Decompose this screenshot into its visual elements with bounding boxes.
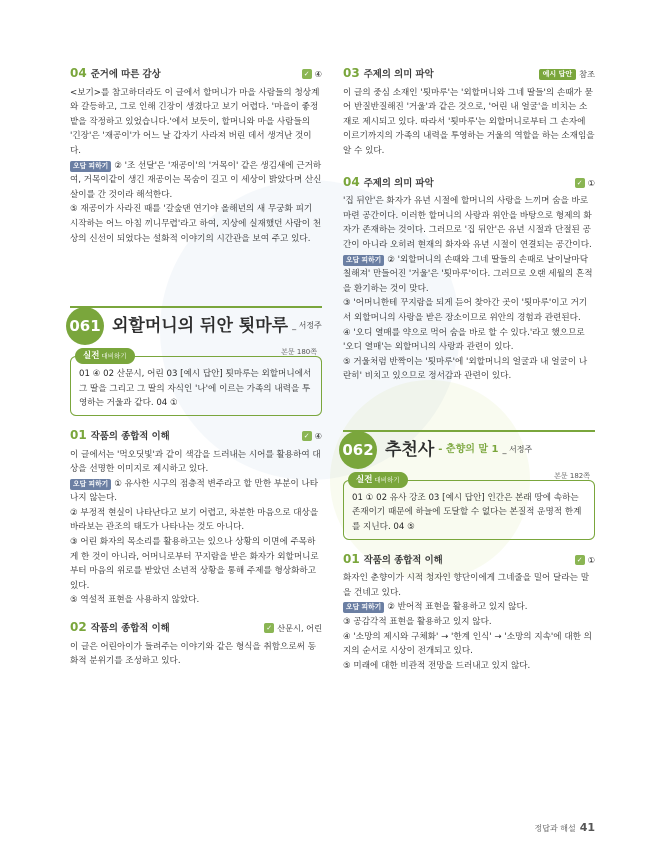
question-title: 준거에 따른 감상 [90,69,161,80]
explanation-text: 이 글의 중심 소재인 '툇마루'는 '외할머니와 그네 딸들'의 손때가 묻어 반질반질해진 '거울'과 같은 것으로, '어린 내 얼굴'을 비치는 소재로 제시되고 있다. 따라서 '툇마루'는 외할머니로부터 그 손자에 이르기까지의 가족의 내력을 투영하는 거울의 역할을 하는 소재임을 알 수 있다. [343,87,595,156]
page-reference: 본문 182쪽 [554,471,590,480]
explanation-item: ② 부정적 현실이 나타난다고 보기 어렵고, 차분한 마음으로 대상을 바라보는 관조의 태도가 나타나는 것도 아니다. [70,507,319,533]
question-title: 주제의 의미 파악 [363,69,434,80]
work-number: 062 [339,431,377,469]
answer-summary-text: 01 ④ 02 산문시, 어린 03 [예시 답안] 툇마루는 외할머니에서 그 딸을 그리고 그 딸의 자식인 '나'에 이르는 가족의 내력을 투영하는 거울과 같다. 04 ① [79,369,312,409]
answer-value: ① [587,177,595,188]
check-icon: ✓ [302,69,312,79]
answer-mark [539,67,595,82]
question-number: 04 [343,174,360,189]
question-title: 작품의 종합적 이해 [363,554,443,566]
wrong-answer-badge: 오답 피하기 [70,161,111,172]
answer-summary-text: 01 ① 02 유사 강조 03 [예시 답안] 인간은 본래 땅에 속하는 존재이기 때문에 하늘에 도달할 수 없다는 본질적 운명적 한계를 지닌다. 04 ⑤ [352,492,582,533]
explanation-item: ④ '소망의 제시와 구체화' → '한계 인식' → '소망의 지속'에 대한 의지의 순서로 시상이 전개되고 있다. [343,631,592,657]
explanation-text: <보기>를 참고하더라도 이 글에서 할머니가 마을 사람들의 청상계와 갈등하고, 그로 인해 긴장이 생겼다고 보기 어렵다. '마을이 좋정밭을 작정하고 있었습니다.'에서 보듯이, 할머니와 마을 사람들의 '긴장'은 '재공이'가 어느 날 갑자기 사라져 버린 데서 생겨난 것이다. [70,87,320,156]
work-subtitle: - 춘향의 말 1 [438,443,499,455]
question-header [70,620,322,637]
work-number: 061 [66,307,104,345]
explanation-item: ④ '오디 열매를 약으로 먹어 숨을 바로 할 수 있다.'라고 했으므로 '오디 열매'는 외할머니의 사랑과 관련이 있다. [343,327,585,353]
explanation-item: ⑤ 미래에 대한 비관적 전망을 드러내고 있지 않다. [343,660,531,671]
left-column [70,66,322,669]
explanation-item: ③ 어린 화자의 목소리를 활용하고는 있으나 상황의 이면에 주목하게 한 것이 아니라, 어머니로부터 꾸지람을 받은 화자가 외할머니로부터 마음의 위로를 받았던 소년적 상황을 통해 주제를 형상화하고 있다. [70,537,319,591]
question-header [343,552,595,569]
answer-value: 산문시, 어린 [277,623,322,634]
page-number: 41 [579,821,595,834]
answer-value: ① [587,554,595,565]
answer-summary-header: 실전 대비하기 [75,348,135,364]
work-author: _ 서정주 [292,320,322,330]
explanation-text: ② '조 선달'은 '재공이'의 '거목이' 같은 생김새에 근거하여, 거목이같이 생긴 재공이는 목숨이 길고 이 세상이 밝았다며 산신살이를 간 것이라 해석한다. [70,160,322,200]
question-number: 01 [70,427,87,442]
work-title-bar [343,430,595,468]
question-title: 작품의 종합적 이해 [90,430,170,442]
explanation-text: ② 반어적 표현을 활용하고 있지 않다. [387,602,528,613]
answer-summary-box [343,471,595,540]
wrong-answer-badge: 오답 피하기 [343,602,384,613]
explanation-text: ② '외할머니의 손때와 그네 딸들의 손때로 날이날마닥 칠해져' 만들어진 '거울'은 '툇마루'이다. 그러므로 오랜 세월의 흔적을 환기하는 것이 맞다. [343,254,593,294]
explanation-text: 이 글은 어린아이가 들려주는 이야기와 같은 형식을 취함으로써 동화적 분위기를 조성하고 있다. [70,641,316,667]
answer-mark [575,176,595,191]
example-answer-tag: 예시 답안 [539,69,577,80]
explanation-text: '집 뒤안'은 화자가 유년 시절에 할머니의 사랑을 느끼며 숨을 바로 마련 공간이다. 이러한 할머니의 사랑과 위안을 바탕으로 형제의 화자가 존재하는 것이다. 그러므로 '집 뒤안'은 유년 시절과 단절된 공간이 아니라 오히려 현재의 화자와 유년 시절이 연결되는 공간이다. [343,196,592,250]
answer-mark [575,553,595,568]
question-number: 04 [70,66,87,80]
answer-value: ④ [314,69,322,79]
question-header [70,428,322,445]
explanation-text: 화자인 춘향이가 시적 청자인 향단이에게 그네줄을 밀어 달라는 말을 건네고 있다. [343,573,589,598]
answer-summary-header: 실전 대비하기 [348,472,408,488]
explanation-item: ⑤ 역설적 표현을 사용하지 않았다. [70,595,200,606]
work-title: 외할머니의 뒤안 툇마루 [112,315,289,336]
explanation-item: ③ '어머니한테 꾸지람을 되게 듣어 찾아간 곳이 '툇마루'이고 거기서 외할머니의 사랑을 받은 장소이므로 위안의 경험과 관련된다. [343,298,588,323]
wrong-answer-badge: 오답 피하기 [70,479,111,490]
question-number: 02 [70,620,87,635]
question-header [343,66,595,83]
wrong-answer-badge: 오답 피하기 [343,255,384,266]
right-column [343,66,595,673]
answer-value: ④ [314,430,322,441]
explanation-text: 이 글에서는 '먹오딧빛'과 같이 색감을 드러내는 시어를 활용하여 대상을 선명한 이미지로 제시하고 있다. [70,449,321,475]
explanation-item: ⑤ 거울처럼 반짝이는 '툇마루'에 '외할머니의 얼굴과 내 얼굴이 나란히' 비치고 있으므로 정서감과 관련이 있다. [343,356,588,382]
explanation-text: ⑤ 재공이가 사라진 때를 '갈숲댄 연기야 올해년의 새 무궁화 피기 시작하는 어느 아침 끼니무렵'라고 하여, 지상에 실재했던 사람이 천상의 신선이 되었다는 설화적 이야기의 시간관을 보여 주고 있다. [70,204,322,244]
work-title-bar [70,306,322,344]
question-header [70,66,322,83]
question-title: 주제의 의미 파악 [363,177,434,189]
page-reference: 본문 180쪽 [281,348,317,357]
footer-label: 정답과 해설 [534,824,576,833]
check-icon: ✓ [575,178,585,188]
question-header [343,175,595,192]
check-icon: ✓ [575,555,585,565]
check-icon: ✓ [264,623,274,633]
explanation-text: ① 유사한 시구의 점층적 변주라고 할 만한 부분이 나타나지 않는다. [70,478,319,504]
answer-summary-box [70,348,322,416]
answer-mark [264,621,322,636]
check-icon: ✓ [302,431,312,441]
question-number: 03 [343,66,360,80]
page-footer [535,821,596,834]
answer-value: 참조 [579,69,595,79]
answer-mark [302,429,322,444]
answer-mark [302,67,322,82]
question-number: 01 [343,551,360,566]
work-title: 추천사 [385,439,435,460]
work-author: _ 서정주 [502,444,533,454]
question-title: 작품의 종합적 이해 [90,623,170,635]
explanation-item: ③ 공감각적 표현을 활용하고 있지 않다. [343,617,492,628]
